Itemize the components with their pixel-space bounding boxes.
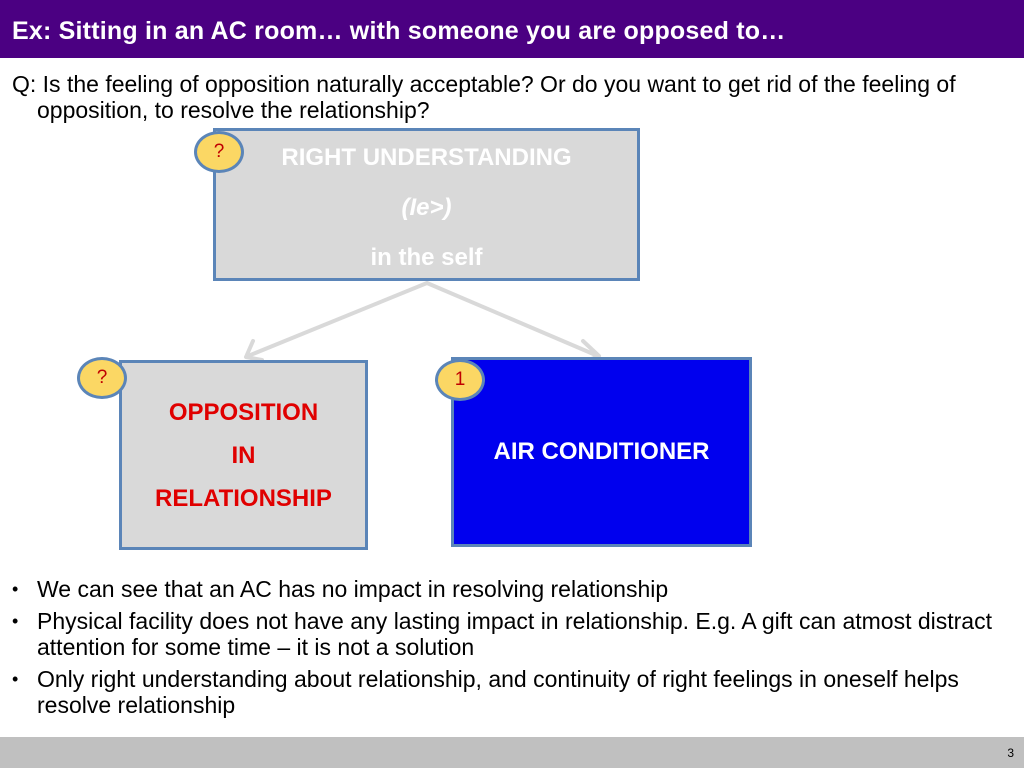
opposition-line1: OPPOSITION — [168, 398, 319, 426]
right-understanding-symbol: (Ie>) — [401, 194, 452, 221]
bullet-text: Only right understanding about relationship, and continuity of right feelings in oneself helps resolve relationship — [37, 666, 959, 718]
bullet-item — [12, 576, 1012, 602]
right-understanding-badge: ? — [194, 131, 244, 173]
bullet-list — [12, 576, 1012, 724]
arrow-to-ac — [427, 283, 598, 356]
slide-title: Ex: Sitting in an AC room… with someone you are opposed to… — [12, 17, 786, 45]
air-conditioner-label: AIR CONDITIONER — [493, 438, 710, 465]
opposition-badge: ? — [77, 357, 127, 399]
bullet-dot: • — [12, 611, 19, 631]
page-number: 3 — [1007, 746, 1014, 760]
opposition-line2: IN — [231, 441, 256, 469]
bullet-text: Physical facility does not have any lasting impact in relationship. E.g. A gift can atmost distract attention for some time – it is not a solution — [37, 608, 992, 660]
right-understanding-self: in the self — [370, 244, 483, 271]
bullet-item — [12, 666, 1012, 718]
right-understanding-box — [213, 128, 640, 281]
opposition-line3: RELATIONSHIP — [155, 484, 332, 512]
bullet-dot: • — [12, 579, 19, 599]
footer-bar — [0, 737, 1024, 768]
question-text: Q: Is the feeling of opposition naturally acceptable? Or do you want to get rid of the feeling of opposition, to resolve the relationship? — [12, 71, 956, 123]
air-conditioner-badge: 1 — [435, 359, 485, 401]
arrow-to-opposition — [248, 283, 427, 356]
opposition-box — [119, 360, 368, 550]
right-understanding-label: RIGHT UNDERSTANDING — [281, 144, 572, 171]
bullet-item — [12, 608, 1012, 660]
bullet-dot: • — [12, 669, 19, 689]
air-conditioner-box — [451, 357, 752, 547]
bullet-text: We can see that an AC has no impact in resolving relationship — [37, 576, 669, 602]
